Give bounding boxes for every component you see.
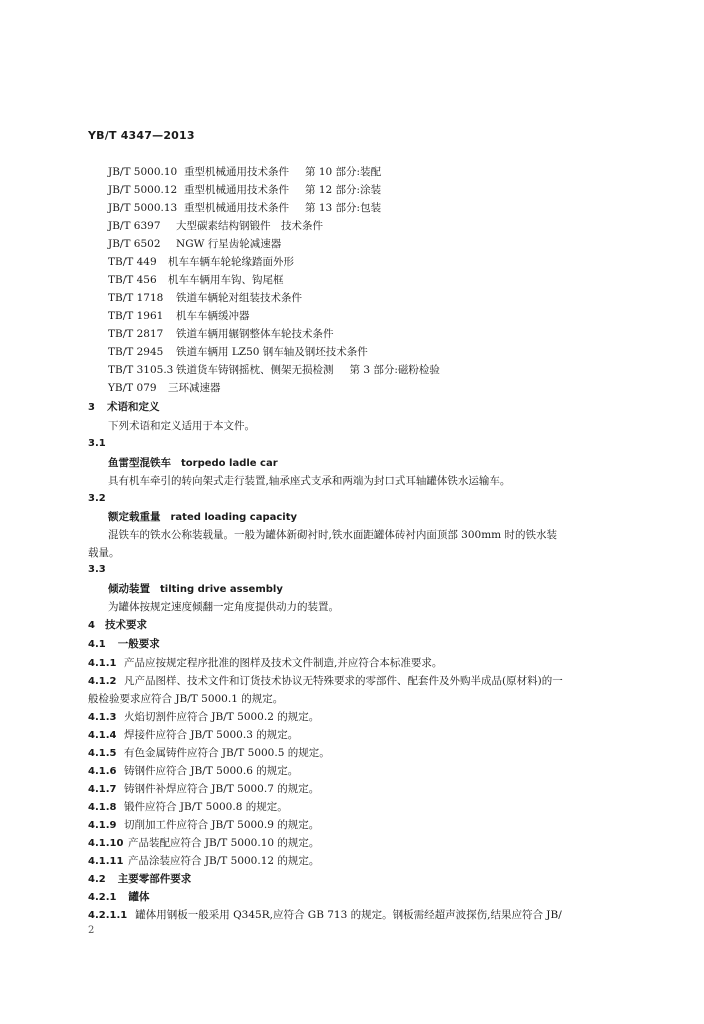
section-4-1-heading: 4.1 一般要求 [88,638,160,650]
clause-4-2-1-1: 4.2.1.1 罐体用钢板一般采用 Q345R,应符合 GB 713 的规定。钢板需经超声波探伤,结果应符合 JB/ [88,909,562,921]
document-code-header: YB/T 4347—2013 [88,129,195,142]
section-3-heading: 3 术语和定义 [88,401,160,413]
clause: 4.1.1 产品应按规定程序批准的图样及技术文件制造,并应符合本标准要求。 [88,657,443,669]
reference-item: JB/T 5000.13 重型机械通用技术条件 第 13 部分:包装 [108,202,382,214]
section-4-heading: 4 技术要求 [88,619,147,631]
clause: 4.1.7 铸钢件补焊应符合 JB/T 5000.7 的规定。 [88,783,320,795]
clause-continued: 般检验要求应符合 JB/T 5000.1 的规定。 [88,693,284,705]
clause: 4.1.3 火焰切割件应符合 JB/T 5000.2 的规定。 [88,711,320,723]
clause: 4.1.6 铸钢件应符合 JB/T 5000.6 的规定。 [88,765,299,777]
reference-item: TB/T 456 机车车辆用车钩、钩尾框 [108,274,284,286]
section-4-2-1-heading: 4.2.1 罐体 [88,891,150,903]
clause: 4.1.4 焊接件应符合 JB/T 5000.3 的规定。 [88,729,299,741]
term-title: 鱼雷型混铁车 torpedo ladle car [108,457,278,469]
term-definition: 混铁车的铁水公称装载量。一般为罐体新砌衬时,铁水面距罐体砖衬内面顶部 300mm 时的铁水装 [108,529,557,541]
term-number: 3.2 [88,493,106,504]
term-title: 额定载重量 rated loading capacity [108,511,298,523]
term-definition: 具有机车牵引的转向架式走行装置,轴承座式支承和两端为封口式耳轴罐体铁水运输车。 [108,475,511,487]
reference-item: TB/T 1961 机车车辆缓冲器 [108,310,250,322]
reference-item: JB/T 6397 大型碳素结构钢锻件 技术条件 [108,220,323,232]
reference-item: YB/T 079 三环减速器 [108,382,221,394]
reference-item: TB/T 2945 铁道车辆用 LZ50 钢车轴及钢坯技术条件 [108,346,368,358]
term-definition: 为罐体按规定速度倾翻一定角度提供动力的装置。 [108,601,339,613]
page-number: 2 [88,925,95,936]
section-3-intro: 下列术语和定义适用于本文件。 [108,420,255,432]
term-number: 3.3 [88,564,106,575]
reference-item: JB/T 6502 NGW 行星齿轮减速器 [108,238,282,250]
section-4-2-heading: 4.2 主要零部件要求 [88,873,192,885]
reference-item: TB/T 1718 铁道车辆轮对组装技术条件 [108,292,302,304]
reference-item: JB/T 5000.10 重型机械通用技术条件 第 10 部分:装配 [108,166,382,178]
clause: 4.1.11 产品涂装应符合 JB/T 5000.12 的规定。 [88,855,320,867]
reference-item: TB/T 2817 铁道车辆用辗钢整体车轮技术条件 [108,328,334,340]
reference-item: TB/T 449 机车车辆车轮轮缘踏面外形 [108,256,294,268]
reference-item: JB/T 5000.12 重型机械通用技术条件 第 12 部分:涂装 [108,184,382,196]
clause: 4.1.8 锻件应符合 JB/T 5000.8 的规定。 [88,801,288,813]
clause: 4.1.10 产品装配应符合 JB/T 5000.10 的规定。 [88,837,320,849]
reference-item: TB/T 3105.3 铁道货车铸钢摇枕、侧架无损检测 第 3 部分:磁粉检验 [108,364,440,376]
clause: 4.1.9 切削加工件应符合 JB/T 5000.9 的规定。 [88,819,320,831]
term-number: 3.1 [88,438,106,449]
term-title: 倾动装置 tilting drive assembly [108,583,283,595]
term-definition-continued: 载量。 [88,547,120,559]
clause: 4.1.5 有色金属铸件应符合 JB/T 5000.5 的规定。 [88,747,330,759]
clause: 4.1.2 凡产品图样、技术文件和订货技术协议无特殊要求的零部件、配套件及外购半成品(原材料)的一 [88,675,563,687]
